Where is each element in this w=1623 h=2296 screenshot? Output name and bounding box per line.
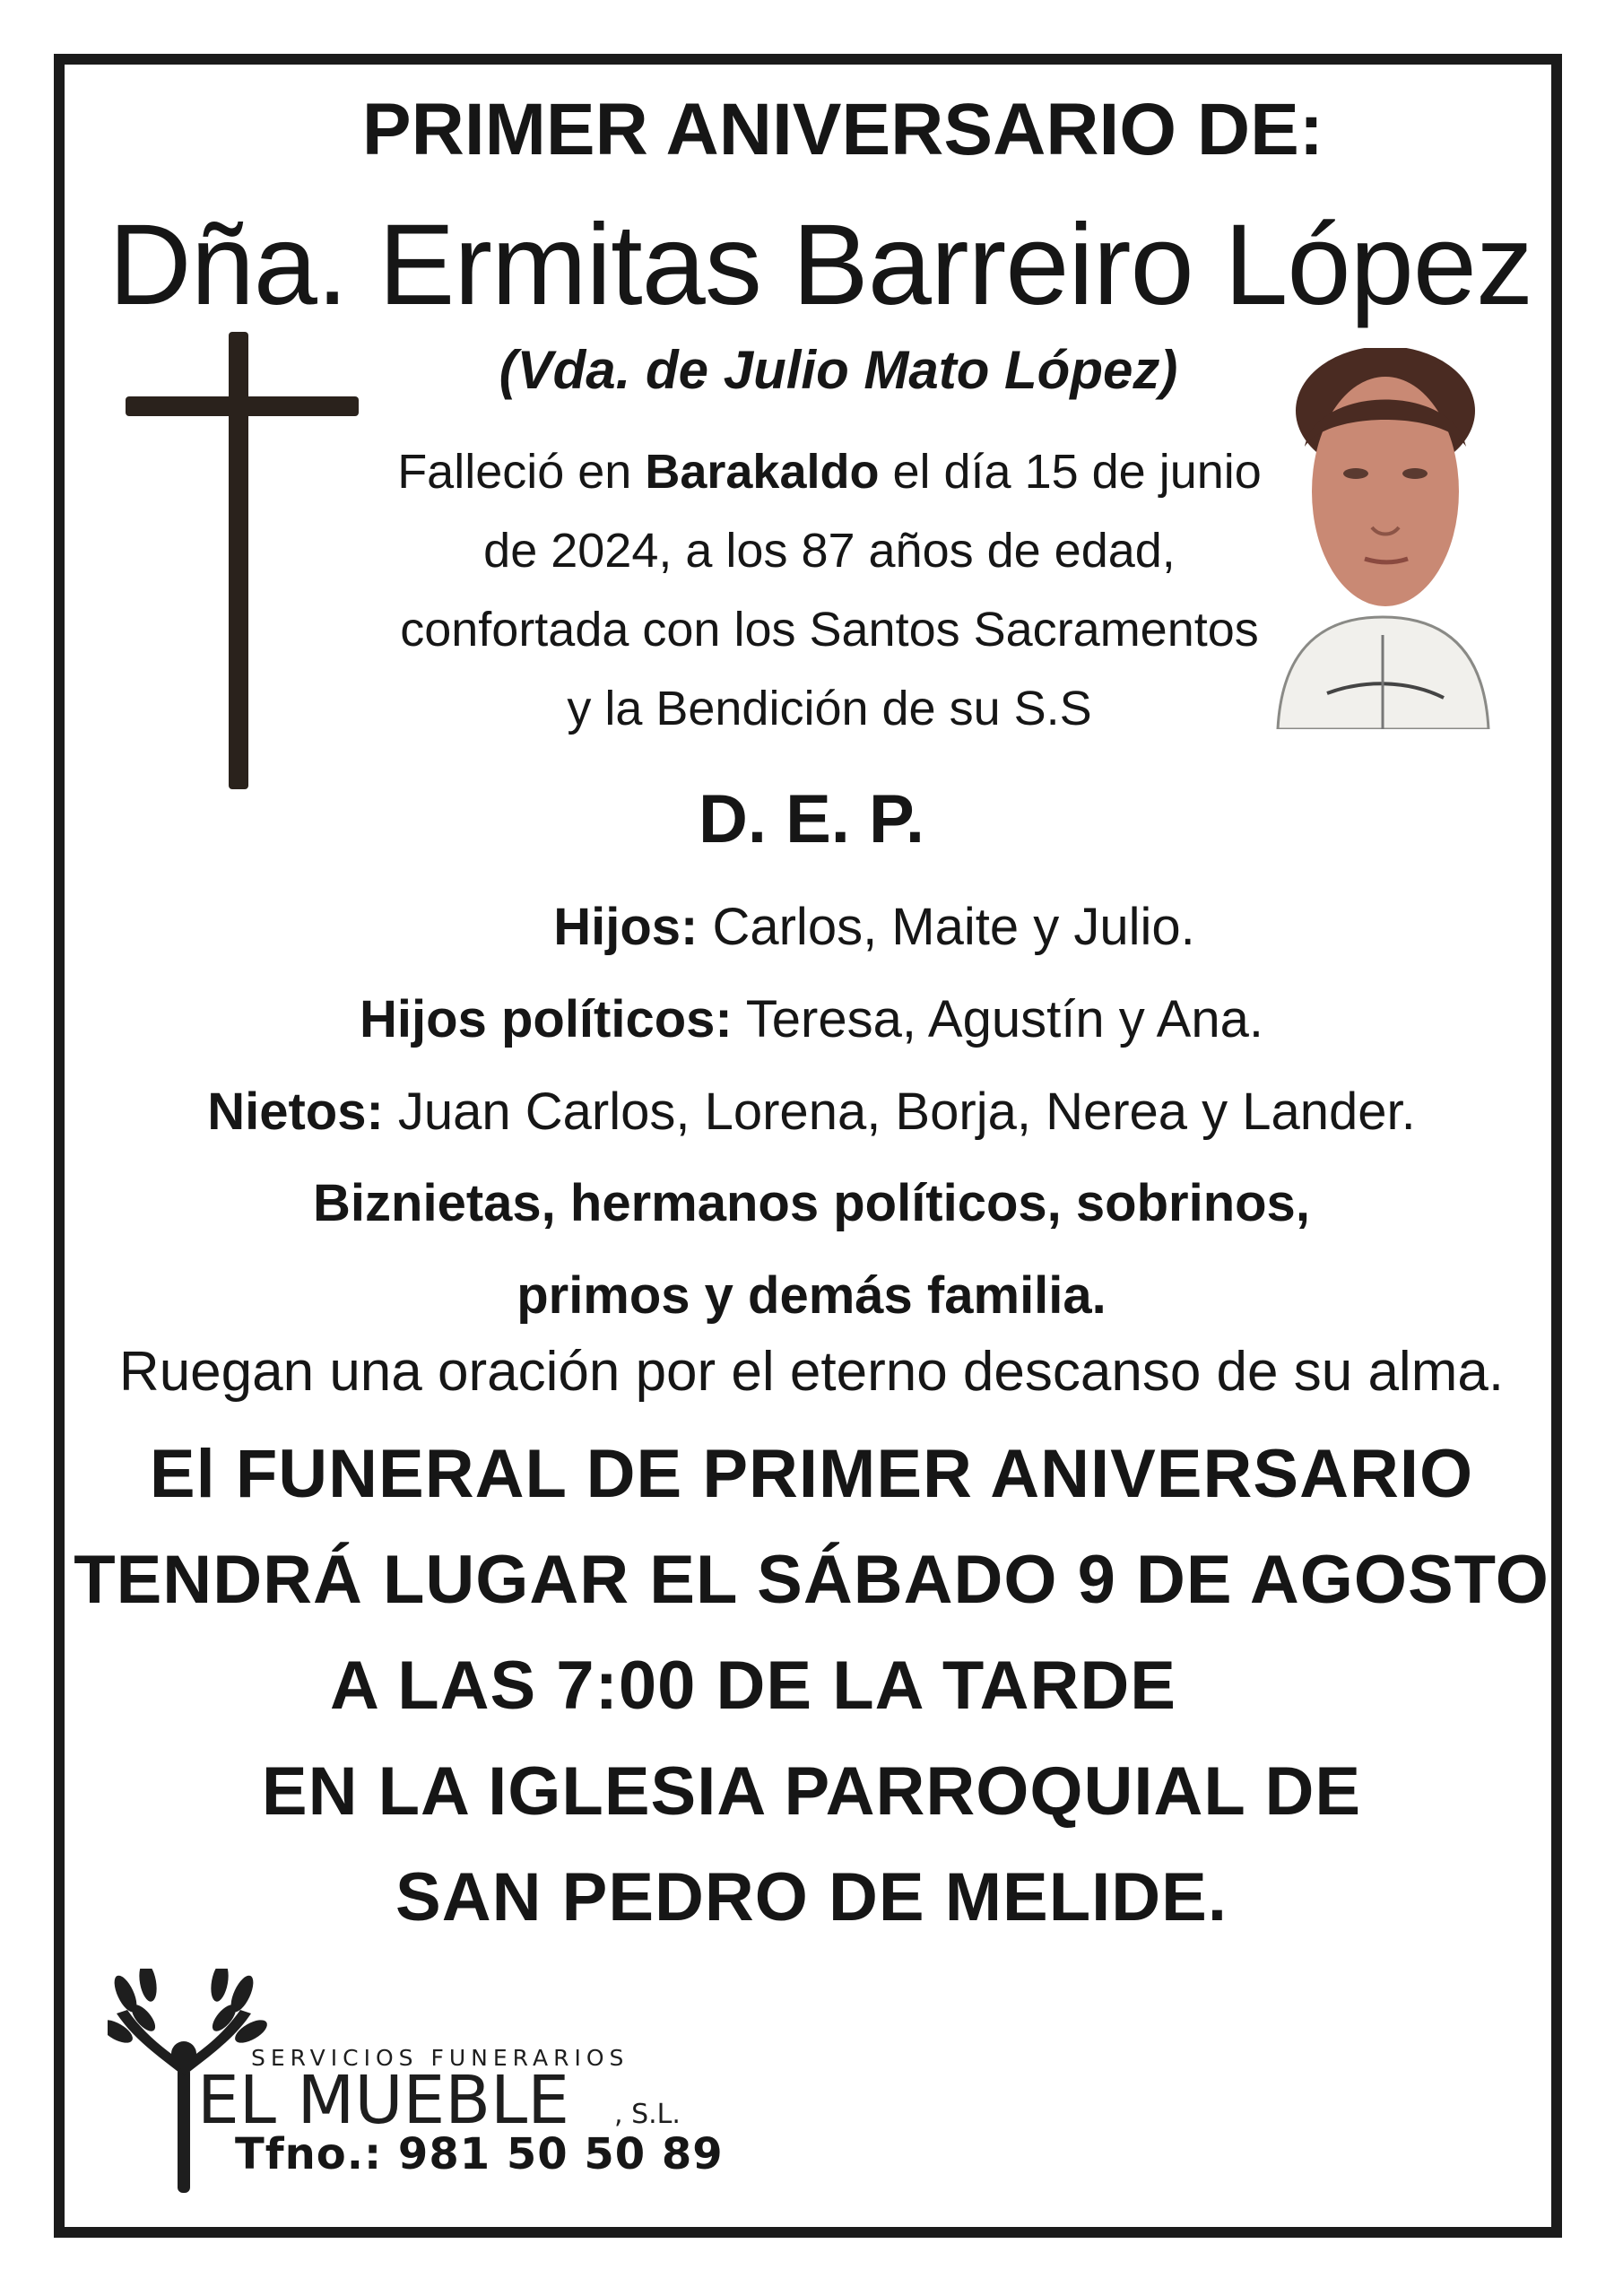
death-line-2: de 2024, a los 87 años de edad, bbox=[483, 524, 1176, 578]
funeral-line-5: SAN PEDRO DE MELIDE. bbox=[395, 1859, 1228, 1935]
death-line-4: y la Bendición de su S.S bbox=[567, 682, 1092, 735]
portrait-photo bbox=[1273, 348, 1493, 729]
death-line-3: confortada con los Santos Sacramentos bbox=[400, 603, 1259, 657]
cross-icon bbox=[126, 332, 359, 789]
company-suffix: , S.L. bbox=[614, 2099, 681, 2130]
death-line-1: Falleció en Barakaldo el día 15 de junio bbox=[397, 445, 1262, 499]
funeral-line-4: EN LA IGLESIA PARROQUIAL DE bbox=[261, 1753, 1362, 1830]
children-line: Hijos: Carlos, Maite y Julio. bbox=[553, 898, 1195, 956]
dep-abbreviation: D. E. P. bbox=[698, 781, 925, 857]
widow-of: (Vda. de Julio Mato López) bbox=[499, 340, 1178, 400]
notice-title: PRIMER ANIVERSARIO DE: bbox=[361, 89, 1324, 170]
death-place: Barakaldo bbox=[645, 445, 880, 499]
company-phone: Tfno.: 981 50 50 89 bbox=[235, 2129, 724, 2179]
inlaws-line: Hijos políticos: Teresa, Agustín y Ana. bbox=[360, 990, 1263, 1048]
funeral-line-1: El FUNERAL DE PRIMER ANIVERSARIO bbox=[149, 1436, 1474, 1512]
company-tagline: SERVICIOS FUNERARIOS bbox=[251, 2045, 629, 2071]
funeral-line-3: A LAS 7:00 DE LA TARDE bbox=[330, 1648, 1176, 1724]
funeral-line-2: TENDRÁ LUGAR EL SÁBADO 9 DE AGOSTO bbox=[74, 1542, 1549, 1618]
other-family-line-1: Biznietas, hermanos políticos, sobrinos, bbox=[313, 1174, 1310, 1232]
other-family-line-2: primos y demás familia. bbox=[516, 1266, 1107, 1325]
deceased-name: Dña. Ermitas Barreiro López bbox=[108, 201, 1532, 329]
grandchildren-line: Nietos: Juan Carlos, Lorena, Borja, Nerea y Lander. bbox=[207, 1083, 1416, 1141]
prayer-request: Ruegan una oración por el eterno descanso de su alma. bbox=[118, 1341, 1505, 1403]
company-name: EL MUEBLE bbox=[197, 2062, 570, 2139]
